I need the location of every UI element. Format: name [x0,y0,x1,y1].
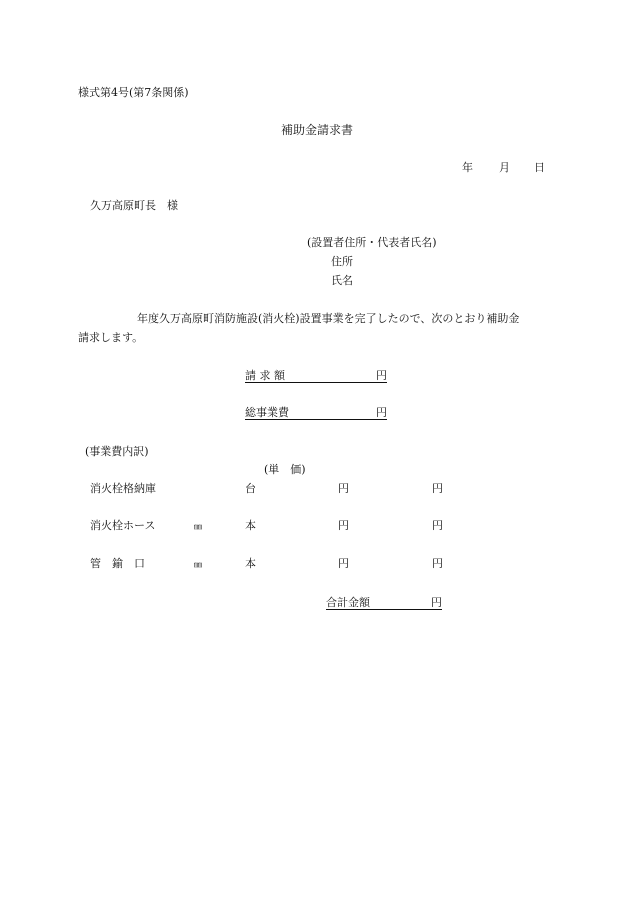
date-year: 年 [462,161,473,174]
applicant-heading: (設置者住所・代表者氏名) [307,236,437,249]
breakdown-size-unit: ㎜ [194,522,202,531]
addressee: 久万高原町長 様 [90,199,178,212]
breakdown-amount-unit: 円 [432,519,443,532]
breakdown-item: 消火栓ホース [90,519,156,532]
breakdown-qty-unit: 台 [245,482,256,495]
grand-total-line [326,597,442,610]
body-text-line2: 請求します。 [78,331,144,344]
address-label: 住所 [331,255,353,268]
claim-amount-label: 請 求 額 [245,369,285,382]
breakdown-price-unit: 円 [338,519,349,532]
total-cost-unit: 円 [376,406,387,419]
breakdown-price-unit: 円 [338,482,349,495]
grand-total-label: 合計金額 [326,596,370,609]
grand-total-unit: 円 [431,596,442,609]
breakdown-size-unit: ㎜ [194,560,202,569]
breakdown-qty-unit: 本 [245,557,256,570]
breakdown-item: 管 鍮 口 [90,557,145,570]
claim-amount-unit: 円 [376,369,387,382]
total-cost-line [245,407,387,420]
date-day: 日 [534,161,545,174]
total-cost-label: 総事業費 [245,406,289,419]
date-month: 月 [499,161,510,174]
breakdown-item: 消火栓格納庫 [90,482,156,495]
breakdown-heading: (事業費内訳) [85,445,149,458]
breakdown-amount-unit: 円 [432,482,443,495]
breakdown-qty-unit: 本 [245,519,256,532]
unit-price-header: (単 価) [264,463,306,476]
claim-amount-line [245,370,387,383]
name-label: 氏名 [331,274,353,287]
body-text-line1: 年度久万高原町消防施設(消火栓)設置事業を完了したので、次のとおり補助金 [137,312,520,325]
breakdown-price-unit: 円 [338,557,349,570]
form-number: 様式第4号(第7条関係) [78,86,189,99]
document-title: 補助金請求書 [281,123,354,137]
breakdown-amount-unit: 円 [432,557,443,570]
